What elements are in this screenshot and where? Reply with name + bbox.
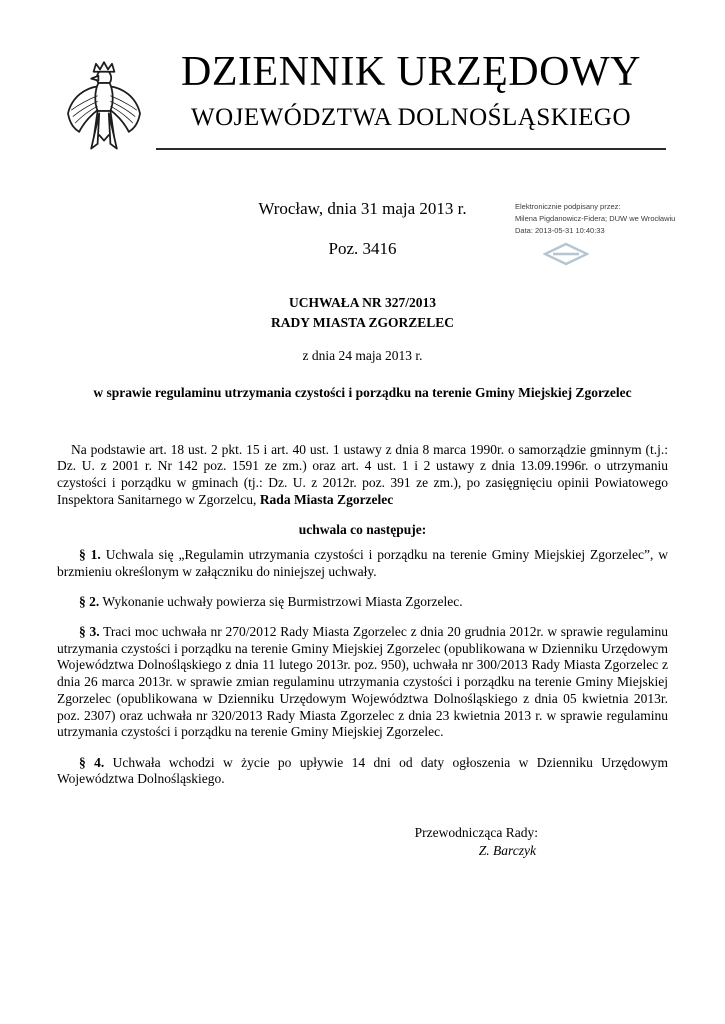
resolution-title-line1: UCHWAŁA NR 327/2013 [288, 295, 436, 310]
signature-role: Przewodnicząca Rady: [414, 825, 538, 841]
paragraph-3-lead: § 3. [79, 623, 100, 639]
masthead-rule [156, 148, 666, 150]
polish-eagle-emblem [64, 54, 144, 173]
esign-line-2: Milena Pigdanowicz-Fidera; DUW we Wrocławiu [515, 214, 676, 223]
enacting-clause: uchwala co następuje: [298, 522, 427, 538]
paragraph-4-text: Uchwała wchodzi w życie po upływie 14 dni od daty ogłoszenia w Dzienniku Urzędowym Województwa Dolnośląskiego. [57, 754, 669, 787]
gazette-subtitle: WOJEWÓDZTWA DOLNOŚLĄSKIEGO [190, 104, 632, 132]
paragraph-3-text: Traci moc uchwała nr 270/2012 Rady Miasta Zgorzelec z dnia 20 grudnia 2012r. w sprawie regulaminu utrzymania czystości i porządku na terenie Gminy Miejskiej Zgorzelec (opublikowana w Dzienniku Urzędowym Województwa Dolnośląskiego z dnia 11 lutego 2013r. poz. 950), uchwała nr 300/2013 Rady Miasta Zgorzelec z dnia 26 marca 2013r. w sprawie zmian regulaminu utrzymania czystości i porządku na terenie Gminy Miejskiej Zgorzelec (opublikowana w Dzienniku Urzędowym Województwa Dolnośląskiego z dnia 05 kwietnia 2013r. poz. 2307) oraz uchwała nr 320/2013 Rady Miasta Zgorzelec z dnia 23 kwietnia 2013 r. w sprawie regulaminu utrzymania czystości i porządku na terenie Gminy Miejskiej Zgorzelec. [57, 623, 668, 740]
paragraph-1 [57, 547, 668, 580]
preamble-bold-text: Rada Miasta Zgorzelec [259, 491, 394, 507]
preamble-paragraph [57, 442, 668, 509]
esign-stamp-icon [543, 242, 685, 270]
esign-line-1: Elektronicznie podpisany przez: [515, 202, 621, 211]
meta-row [0, 199, 725, 259]
place-date: Wrocław, dnia 31 maja 2013 r. [258, 199, 467, 218]
paragraph-2 [57, 594, 668, 611]
position-number: Poz. 3416 [328, 239, 397, 258]
resolution-date: z dnia 24 maja 2013 r. [302, 348, 423, 364]
masthead [0, 0, 725, 173]
paragraph-1-lead: § 1. [79, 546, 101, 562]
resolution-title-line2: RADY MIASTA ZGORZELEC [270, 314, 455, 330]
gazette-title: DZIENNIK URZĘDOWY [181, 49, 641, 95]
signature-block [57, 824, 668, 860]
masthead-titles [144, 50, 666, 150]
paragraph-4-lead: § 4. [79, 754, 105, 770]
esign-line-3: Data: 2013-05-31 10:40:33 [515, 226, 605, 235]
paragraph-2-text: Wykonanie uchwały powierza się Burmistrzowi Miasta Zgorzelec. [102, 593, 463, 609]
signature-name: Z. Barczyk [478, 843, 536, 859]
resolution-body [0, 293, 725, 861]
paragraph-4 [57, 755, 668, 788]
paragraph-1-text: Uchwala się „Regulamin utrzymania czystości i porządku na terenie Gminy Miejskiej Zgorzelec”, w brzmieniu określonym w załączniku do niniejszej uchwały. [57, 546, 668, 579]
resolution-subject: w sprawie regulaminu utrzymania czystości i porządku na terenie Gminy Miejskiej Zgorzelec [93, 384, 632, 400]
paragraph-3 [57, 624, 668, 741]
preamble-text: Na podstawie art. 18 ust. 2 pkt. 15 i art. 40 ust. 1 ustawy z dnia 8 marca 1990r. o samorządzie gminnym (t.j.: Dz. U. z 2001 r. Nr 142 poz. 1591 ze zm.) oraz art. 4 ust. 1 i 2 ustawy z dnia 13.09.1996r. o utrzymaniu czystości i porządku w gminach (tj.: Dz. U. z 2012r. poz. 391 ze zm.), po zasięgnięciu opinii Powiatowego Inspektora Sanitarnego w Zgorzelcu, [57, 441, 668, 507]
electronic-signature-note [515, 201, 685, 270]
paragraph-2-lead: § 2. [79, 593, 100, 609]
